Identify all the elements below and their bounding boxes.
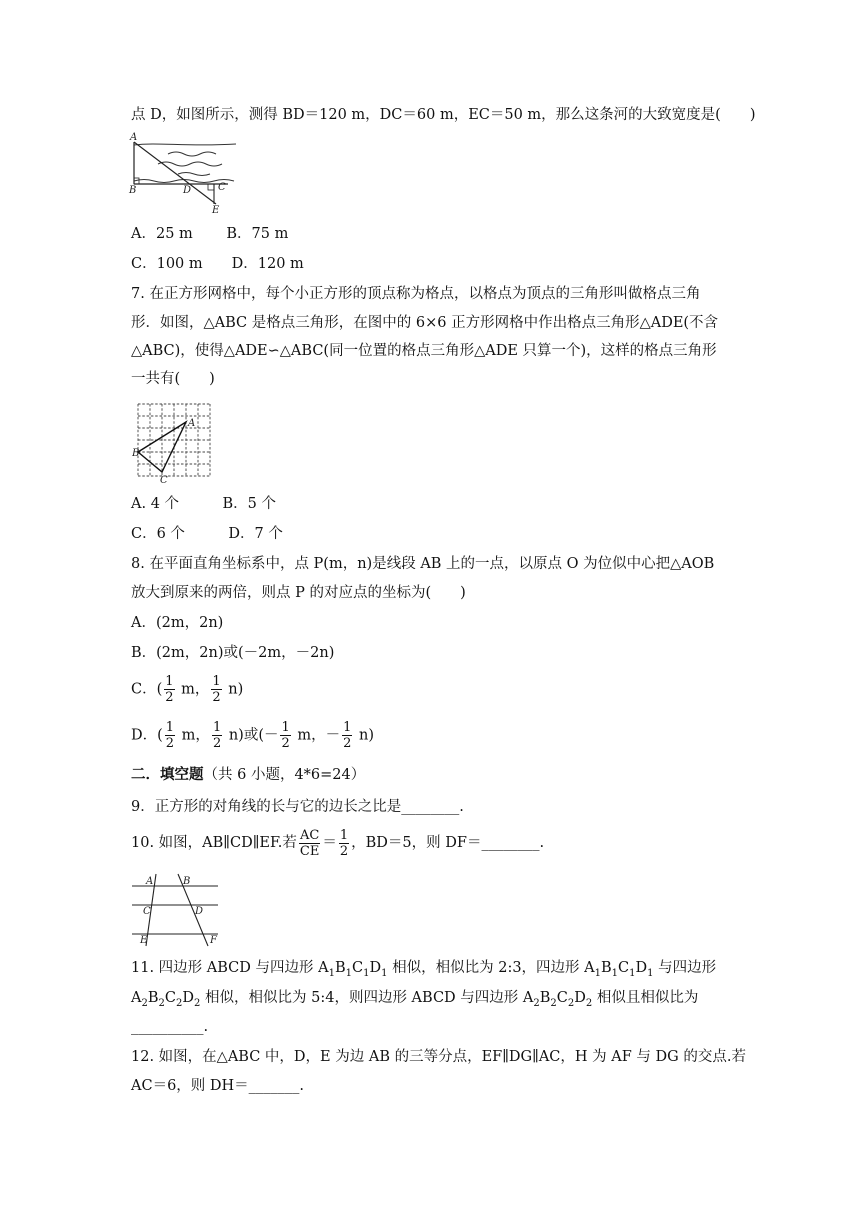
q10-text: 10. 如图，AB∥CD∥EF.若 $\frac{AC}{CE}$ ＝ $\frac{1}{2}$ ，BD＝5，则 DF＝________. [131,827,545,859]
q8-line2: 放大到原来的两倍，则点 P 的对应点的坐标为( ) [131,585,466,601]
q7-options-1: A. 4 个 B．5 个 [131,496,277,512]
grid-figure [132,400,218,484]
label-E: E [212,205,220,214]
q11-line2: $A_2B_2C_2D_2$ 相似，相似比为 5:4，则四边形 ABCD 与四边形 $A_2B_2C_2D_2$ 相似且相似比为 [131,990,699,1009]
label-C: C [143,906,151,917]
fraction: $\frac{1}{2}$ [212,720,222,751]
label-C: C [160,475,168,484]
fraction: $\frac{1}{2}$ [281,720,290,751]
q7-line2: 形．如图，△ABC 是格点三角形，在图中的 6×6 正方形网格中作出格点三角形△ADE(不含 [131,315,719,331]
q7-line4: 一共有( ) [131,371,215,387]
q12-line1: 12. 如图，在△ABC 中，D，E 为边 AB 的三等分点，EF∥DG∥AC，H 为 AF 与 DG 的交点.若 [131,1049,746,1065]
q9-text: 9．正方形的对角线的长与它的边长之比是________. [131,799,464,815]
label-D: D [195,906,204,917]
label-A: A [146,876,154,887]
q8-option-c: C．( $\frac{1}{2}$ m， $\frac{1}{2}$ n) [131,674,244,705]
label-B: B [129,185,137,196]
fraction: $\frac{1}{2}$ [165,674,174,705]
q8-option-b: B．(2m，2n)或(－2m，－2n) [131,645,335,661]
section-title: 二．填空题（共 6 小题，4*6=24） [131,766,366,783]
fraction: $\frac{1}{2}$ [343,720,352,751]
fraction: $\frac{1}{2}$ [165,720,175,751]
label-E: E [140,935,148,946]
label-B: B [183,876,191,887]
q7-options-2: C．6 个 D．7 个 [131,526,283,542]
q7-line3: △ABC)，使得△ADE∽△ABC(同一位置的格点三角形△ADE 只算一个)，这样的格点三角形 [131,343,717,359]
label-D: D [183,185,192,196]
q6-options-1: A．25 m B．75 m [131,226,289,242]
fraction-ratio: $\frac{1}{2}$ [339,827,349,859]
fraction-ac-ce: $\frac{AC}{CE}$ [299,827,320,859]
q11-line1: 11. 四边形 ABCD 与四边形 $A_1B_1C_1D_1$ 相似，相似比为 2:3，四边形 $A_1B_1C_1D_1$ 与四边形 [131,960,717,979]
label-A: A [188,418,196,429]
q12-line2: AC＝6，则 DH＝_______. [131,1078,305,1094]
label-A: A [130,132,138,143]
label-C: C [218,182,226,193]
label-F: F [210,935,217,946]
q6-stem-tail: 点 D，如图所示，测得 BD＝120 m，DC＝60 m，EC＝50 m，那么这条河的大致宽度是( ) [131,107,756,123]
parallel-lines-figure [130,872,222,948]
river-figure [128,132,240,214]
fraction: $\frac{1}{2}$ [212,674,221,705]
q6-options-2: C．100 m D．120 m [131,256,304,272]
q8-option-a: A．(2m，2n) [131,615,224,631]
q8-option-d: D．( $\frac{1}{2}$ m， $\frac{1}{2}$ n)或(－ $\frac{1}{2}$ m，－ $\frac{1}{2}$ n) [131,720,375,751]
label-B: B [132,448,140,459]
q11-line3: __________. [131,1019,209,1035]
q7-line1: 7. 在正方形网格中，每个小正方形的顶点称为格点，以格点为顶点的三角形叫做格点三角 [131,286,701,302]
q8-line1: 8. 在平面直角坐标系中，点 P(m，n)是线段 AB 上的一点，以原点 O 为位似中心把△AOB [131,556,715,572]
